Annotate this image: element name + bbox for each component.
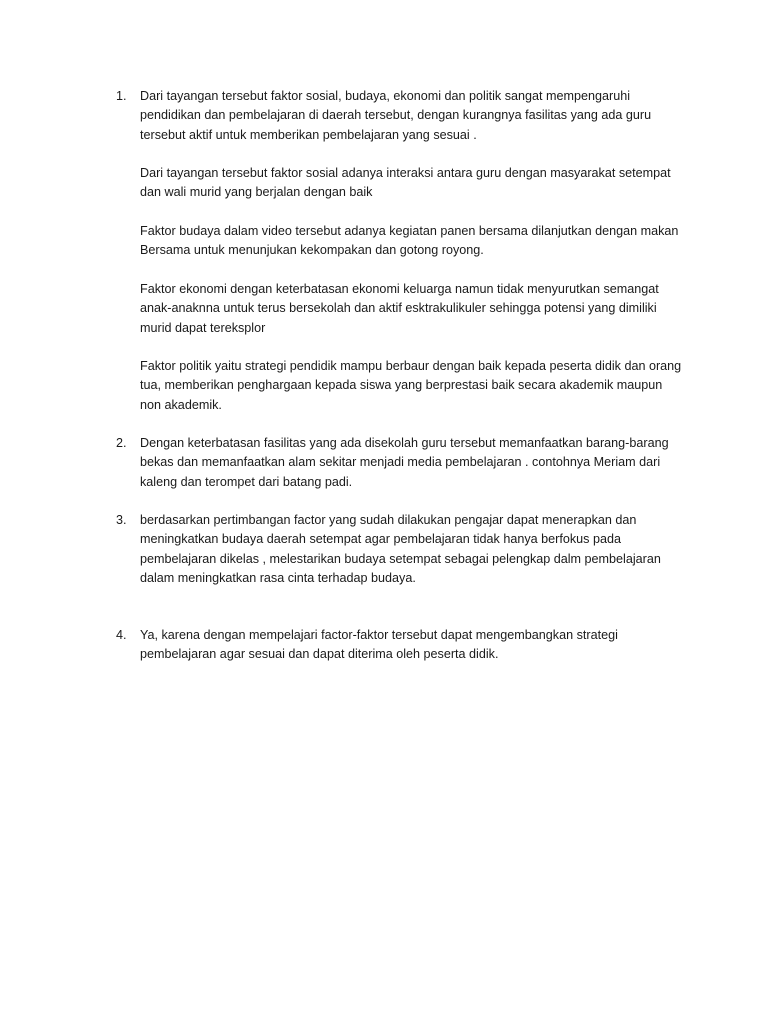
paragraph: Dengan keterbatasan fasilitas yang ada disekolah guru tersebut memanfaatkan barang-barang bekas dan memanfaatkan alam sekitar menjadi media pembelajaran . contohnya Meriam dari kaleng dan terompet dari batang padi. <box>140 436 669 489</box>
item-number: 1. <box>116 89 127 103</box>
paragraph: Faktor politik yaitu strategi pendidik mampu berbaur dengan baik kepada peserta didik dan orang tua, memberikan penghargaan kepada siswa yang berprestasi baik secara akademik maupun non akademik. <box>140 359 682 412</box>
item-number: 3. <box>116 512 127 527</box>
item-number: 2. <box>116 436 127 451</box>
paragraph: Faktor budaya dalam video tersebut adanya kegiatan panen bersama dilanjutkan dengan makan Bersama untuk menunjukan kekompakan dan gotong royong. <box>140 224 679 258</box>
list-item <box>116 626 686 665</box>
list-item <box>116 434 686 492</box>
list-item <box>116 87 686 415</box>
paragraph: Faktor ekonomi dengan keterbatasan ekonomi keluarga namun tidak menyurutkan semangat anak-anaknna untuk terus bersekolah dan aktif esktrakulikuler sehingga potensi yang dimiliki murid dapat tereksplor <box>140 281 659 335</box>
paragraph: berdasarkan pertimbangan factor yang sudah dilakukan pengajar dapat menerapkan dan meningkatkan budaya daerah setempat agar pembelajaran tidak hanya berfokus pada pembelajaran dikelas , melestarikan budaya setempat sebagai pelengkap dalm pembelajaran dalam meningkatkan rasa cinta terhadap budaya. <box>140 512 661 585</box>
list-item <box>116 511 686 588</box>
answer-list <box>116 87 686 665</box>
paragraph: Dari tayangan tersebut faktor sosial, budaya, ekonomi dan politik sangat mempengaruhi pendidikan dan pembelajaran di daerah tersebut, dengan kurangnya fasilitas yang ada guru tersebut aktif untuk memberikan pembelajaran yang sesuai . <box>140 89 652 142</box>
paragraph: Dari tayangan tersebut faktor sosial adanya interaksi antara guru dengan masyarakat setempat dan wali murid yang berjalan dengan baik <box>140 166 671 200</box>
paragraph: Ya, karena dengan mempelajari factor-faktor tersebut dapat mengembangkan strategi pembelajaran agar sesuai dan dapat diterima oleh peserta didik. <box>140 628 618 662</box>
item-number: 4. <box>116 628 127 643</box>
